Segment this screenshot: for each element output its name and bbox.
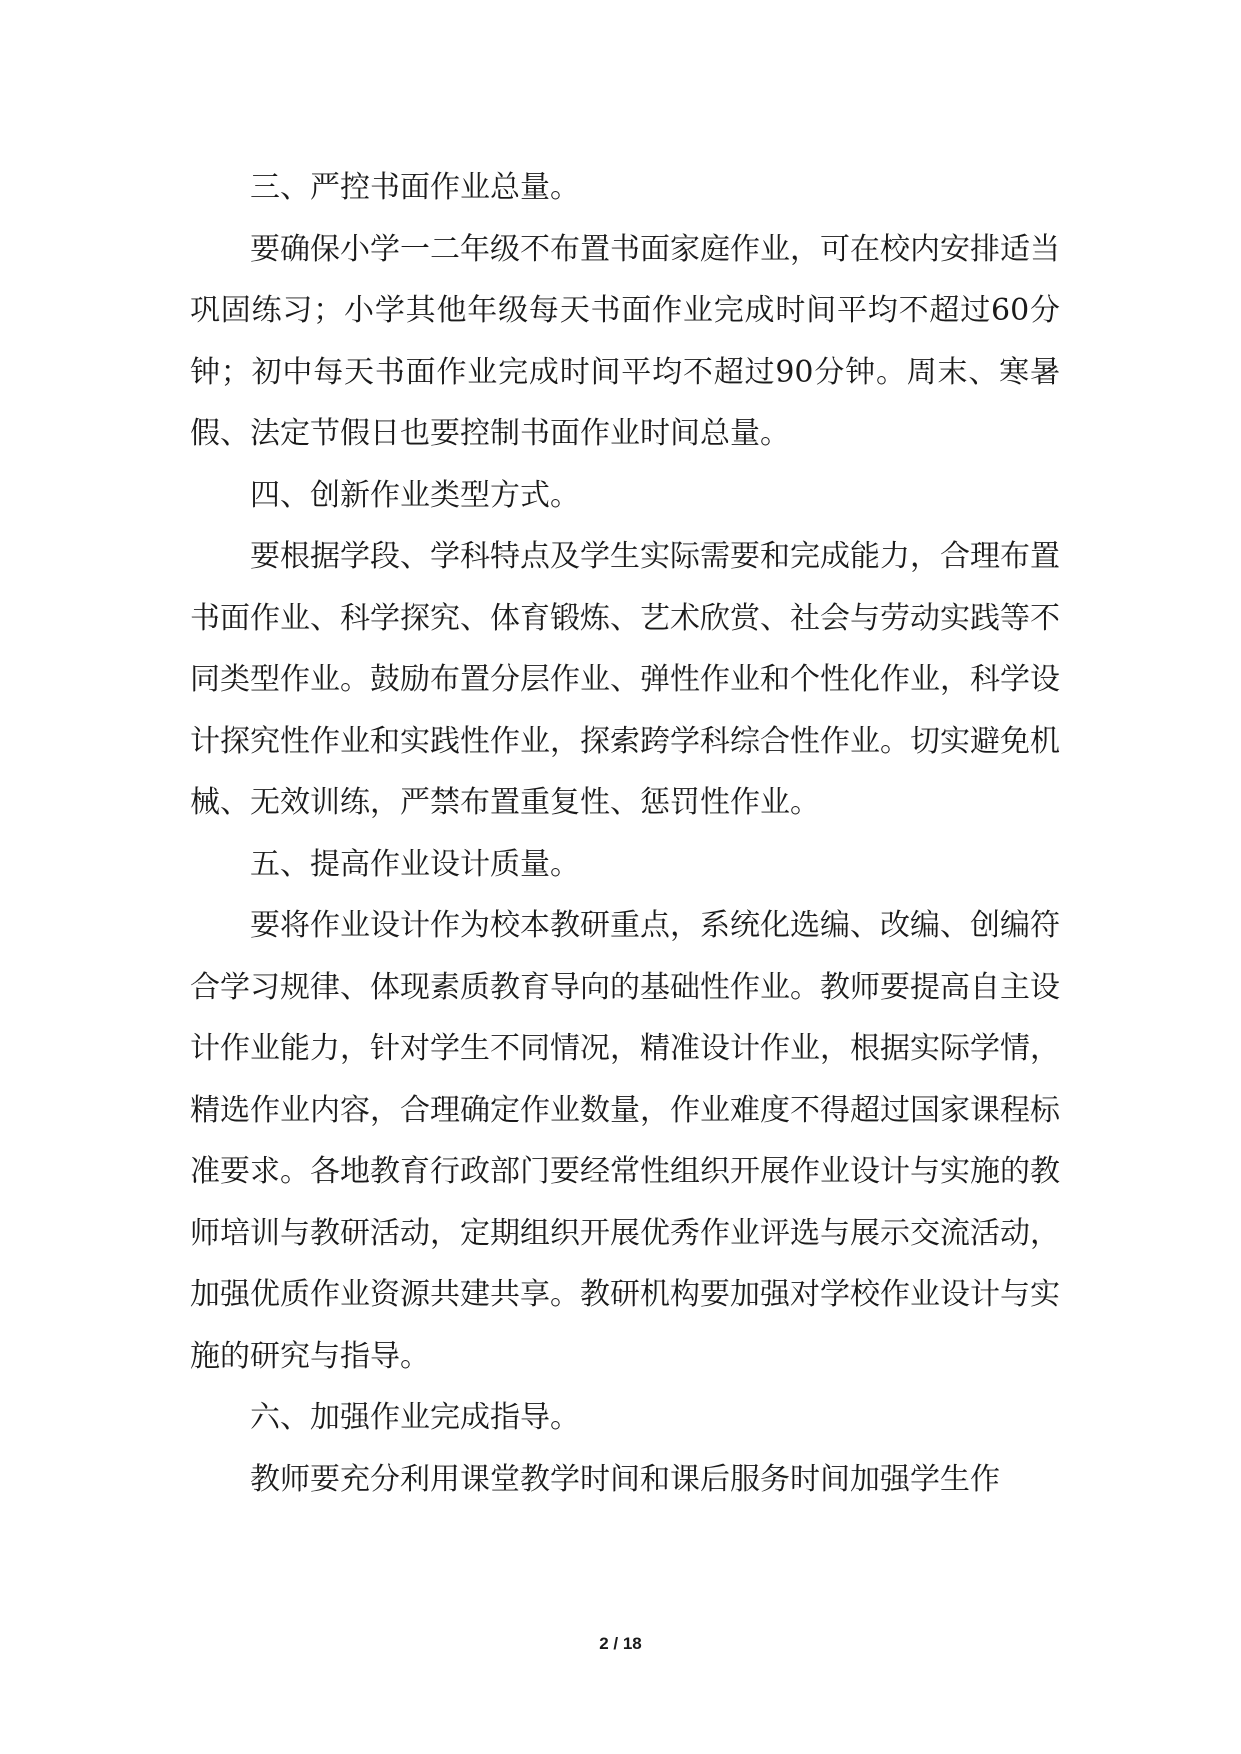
section-heading-4: 四、创新作业类型方式。 bbox=[250, 477, 580, 513]
body-paragraph: 教师要充分利用课堂教学时间和课后服务时间加强学生作 bbox=[250, 1461, 1000, 1497]
body-paragraph: 要将作业设计作为校本教研重点，系统化选编、改编、创编符合学习规律、体现素质教育导向的基础性作业。教师要提高自主设计作业能力，针对学生不同情况，精准设计作业，根据实际学情，精选作业内容，合理确定作业数量，作业难度不得超过国家课程标准要求。各地教育行政部门要经常性组织开展作业设计与实施的教师培训与教研活动，定期组织开展优秀作业评选与展示交流活动，加强优质作业资源共建共享。教研机构要加强对学校作业设计与实施的研究与指导。 bbox=[190, 908, 1060, 1374]
document-body bbox=[190, 157, 1060, 1510]
section-heading-5: 五、提高作业设计质量。 bbox=[250, 846, 580, 882]
body-paragraph: 要根据学段、学科特点及学生实际需要和完成能力，合理布置书面作业、科学探究、体育锻炼、艺术欣赏、社会与劳动实践等不同类型作业。鼓励布置分层作业、弹性作业和个性化作业，科学设计探究性作业和实践性作业，探索跨学科综合性作业。切实避免机械、无效训练，严禁布置重复性、惩罚性作业。 bbox=[190, 539, 1060, 820]
page-number: 2 / 18 bbox=[599, 1634, 642, 1653]
section-heading-6: 六、加强作业完成指导。 bbox=[250, 1400, 580, 1435]
section-heading-3: 三、严控书面作业总量。 bbox=[250, 170, 580, 205]
body-paragraph: 要确保小学一二年级不布置书面家庭作业，可在校内安排适当巩固练习；小学其他年级每天书面作业完成时间平均不超过60分钟；初中每天书面作业完成时间平均不超过90分钟。周末、寒暑假、法定节假日也要控制书面作业时间总量。 bbox=[190, 231, 1060, 451]
